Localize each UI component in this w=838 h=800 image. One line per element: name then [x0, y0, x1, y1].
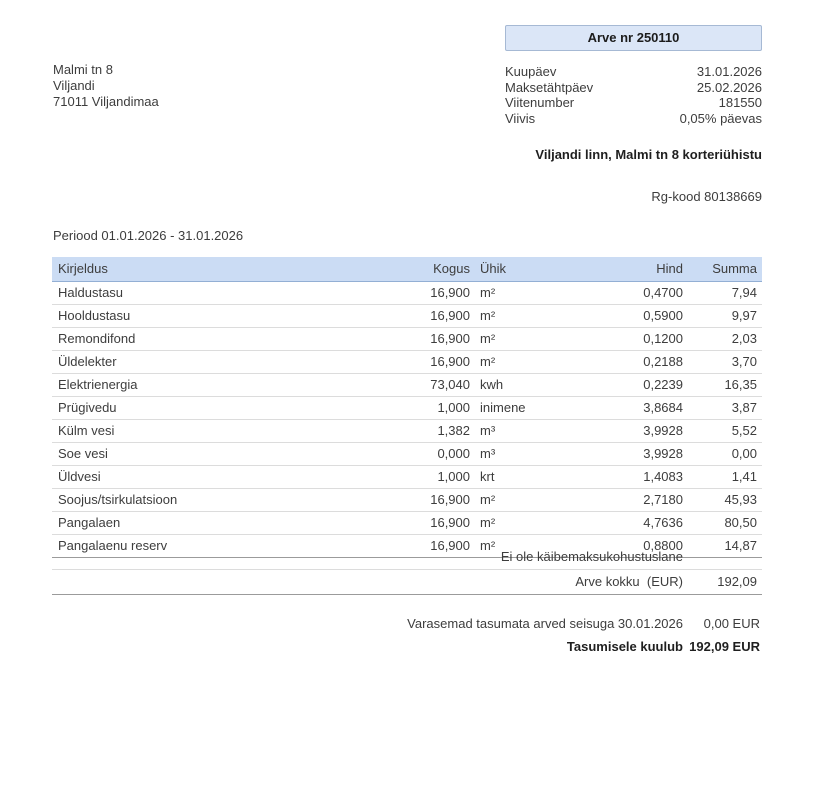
- item-price: 0,2239: [560, 374, 683, 397]
- item-quantity: 1,000: [360, 466, 470, 489]
- item-unit: m²: [470, 351, 560, 374]
- item-unit: m²: [470, 328, 560, 351]
- item-price: 3,9928: [560, 443, 683, 466]
- item-quantity: 16,900: [360, 351, 470, 374]
- payment-summary: [52, 612, 762, 658]
- item-sum: 9,97: [683, 305, 762, 328]
- item-price: 4,7636: [560, 512, 683, 535]
- meta-row-date: [505, 64, 762, 80]
- table-row: [52, 443, 762, 466]
- table-header: [52, 257, 762, 282]
- meta-label: Viitenumber: [505, 95, 575, 110]
- meta-label: Kuupäev: [505, 64, 557, 79]
- item-sum: 0,00: [683, 443, 762, 466]
- meta-label: Maksetähtpäev: [505, 79, 594, 95]
- invoice-line-items-table: [52, 257, 762, 558]
- table-row: [52, 282, 762, 305]
- item-sum: 2,03: [683, 328, 762, 351]
- item-description: Hooldustasu: [52, 305, 360, 328]
- item-quantity: 73,040: [360, 374, 470, 397]
- meta-row-reference-number: [505, 95, 762, 111]
- registry-code: Rg-kood 80138669: [651, 189, 762, 204]
- item-sum: 7,94: [683, 282, 762, 305]
- item-price: 0,5900: [560, 305, 683, 328]
- item-description: Üldvesi: [52, 466, 360, 489]
- billing-period: Periood 01.01.2026 - 31.01.2026: [53, 228, 244, 243]
- table-row: [52, 420, 762, 443]
- item-description: Soe vesi: [52, 443, 360, 466]
- table-header-row: [52, 257, 762, 282]
- invoice-table-body: [52, 282, 762, 558]
- invoice-total-label: Arve kokku (EUR): [575, 574, 683, 589]
- item-quantity: 16,900: [360, 512, 470, 535]
- item-description: Prügivedu: [52, 397, 360, 420]
- header-sum: Summa: [683, 257, 762, 282]
- address-line: Malmi tn 8: [53, 62, 113, 77]
- table-row: [52, 351, 762, 374]
- header-quantity: Kogus: [360, 257, 470, 282]
- item-description: Remondifond: [52, 328, 360, 351]
- sender-address: [53, 62, 159, 110]
- item-price: 1,4083: [560, 466, 683, 489]
- meta-label: Viivis: [505, 110, 536, 126]
- vat-note: Ei ole käibemaksukohustuslane: [500, 549, 683, 564]
- previous-unpaid-value: 0,00 EUR: [703, 616, 760, 631]
- item-unit: m²: [470, 305, 560, 328]
- item-sum: 3,87: [683, 397, 762, 420]
- item-sum: 45,93: [683, 489, 762, 512]
- header-price: Hind: [560, 257, 683, 282]
- item-sum: 1,41: [683, 466, 762, 489]
- meta-value: 0,05% päevas: [679, 110, 762, 126]
- item-quantity: 16,900: [360, 328, 470, 351]
- item-price: 0,4700: [560, 282, 683, 305]
- item-sum: 5,52: [683, 420, 762, 443]
- item-price: 2,7180: [560, 489, 683, 512]
- table-row: [52, 397, 762, 420]
- vat-note-value: [683, 545, 762, 569]
- item-unit: m²: [470, 282, 560, 305]
- item-unit: kwh: [470, 374, 560, 397]
- item-unit: m³: [470, 420, 560, 443]
- item-unit: m²: [470, 489, 560, 512]
- meta-row-late-fee: [505, 111, 762, 127]
- item-description: Soojus/tsirkulatsioon: [52, 489, 360, 512]
- item-description: Pangalaenu reserv: [52, 535, 360, 558]
- table-row: [52, 328, 762, 351]
- item-sum: 3,70: [683, 351, 762, 374]
- invoice-title: Arve nr 250110: [587, 30, 680, 45]
- item-quantity: 16,900: [360, 282, 470, 305]
- item-price: 0,1200: [560, 328, 683, 351]
- meta-value: 25.02.2026: [696, 79, 762, 95]
- recipient-name: Viljandi linn, Malmi tn 8 korteriühistu: [535, 147, 762, 162]
- table-row: [52, 305, 762, 328]
- table-row: [52, 466, 762, 489]
- item-quantity: 16,900: [360, 535, 470, 558]
- item-price: 0,8800: [560, 535, 683, 558]
- table-row: [52, 489, 762, 512]
- meta-row-due-date: [505, 80, 762, 96]
- amount-due-label: Tasumisele kuulub: [566, 639, 683, 654]
- address-line: Viljandi: [53, 78, 95, 93]
- item-quantity: 16,900: [360, 305, 470, 328]
- table-row: [52, 512, 762, 535]
- previous-unpaid-row: [52, 612, 762, 635]
- item-price: 0,2188: [560, 351, 683, 374]
- invoice-meta: [505, 64, 762, 126]
- item-description: Haldustasu: [52, 282, 360, 305]
- invoice-header-column: [505, 25, 762, 204]
- item-quantity: 0,000: [360, 443, 470, 466]
- item-unit: m³: [470, 443, 560, 466]
- header-unit: Ühik: [470, 257, 560, 282]
- invoice-total-row: [52, 570, 762, 595]
- item-price: 3,9928: [560, 420, 683, 443]
- item-description: Pangalaen: [52, 512, 360, 535]
- item-description: Külm vesi: [52, 420, 360, 443]
- meta-value: 181550: [718, 95, 762, 110]
- item-sum: 14,87: [683, 535, 762, 558]
- item-description: Elektrienergia: [52, 374, 360, 397]
- item-quantity: 1,000: [360, 397, 470, 420]
- item-quantity: 1,382: [360, 420, 470, 443]
- item-quantity: 16,900: [360, 489, 470, 512]
- table-row: [52, 374, 762, 397]
- previous-unpaid-label: Varasemad tasumata arved seisuga 30.01.2026: [407, 616, 683, 631]
- totals-section: [52, 545, 762, 595]
- meta-value: 31.01.2026: [696, 64, 762, 79]
- item-unit: m²: [470, 512, 560, 535]
- header-description: Kirjeldus: [52, 257, 360, 282]
- amount-due-row: [52, 635, 762, 658]
- item-price: 3,8684: [560, 397, 683, 420]
- invoice-number-box: [505, 25, 762, 51]
- address-line: 71011 Viljandimaa: [53, 94, 159, 109]
- item-unit: m²: [470, 535, 560, 558]
- invoice-total-value: 192,09: [717, 574, 757, 589]
- item-unit: inimene: [470, 397, 560, 420]
- item-sum: 80,50: [683, 512, 762, 535]
- amount-due-value: 192,09 EUR: [689, 639, 760, 654]
- item-sum: 16,35: [683, 374, 762, 397]
- vat-note-row: [52, 545, 762, 570]
- item-unit: krt: [470, 466, 560, 489]
- item-description: Üldelekter: [52, 351, 360, 374]
